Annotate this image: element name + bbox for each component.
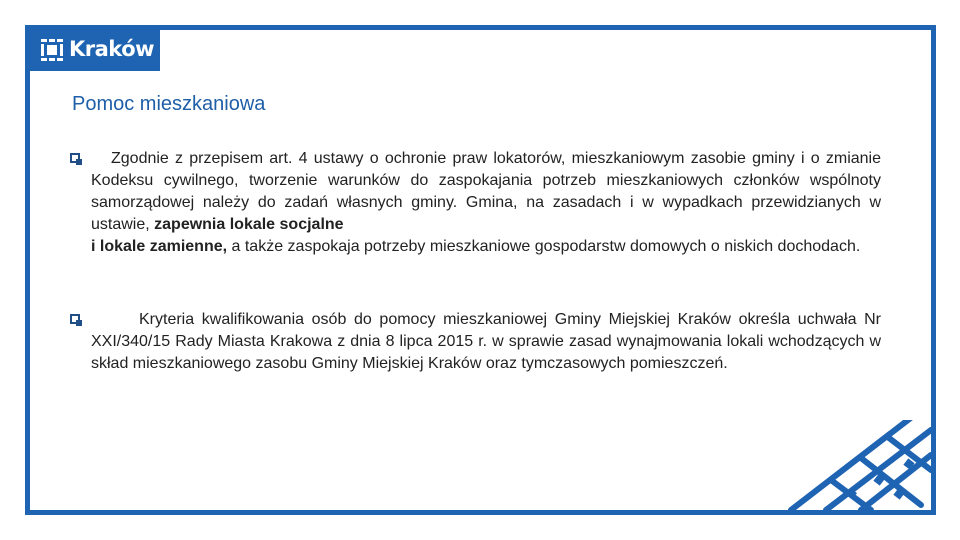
paragraph1-text-a: Zgodnie z przepisem art. 4 ustawy o ochronie praw lokatorów, mieszkaniowym zasobie gminy i o zmianie Kodeksu cywilnego, tworzenie warunków do zaspokajania potrzeb mieszkaniowych członków wspólnoty samorządowej należy do zadań własnych gminy. Gmina, na zasadach i w wypadkach przewidzianych w ustawie, bbox=[91, 150, 881, 233]
page-title: Pomoc mieszkaniowa bbox=[72, 93, 266, 115]
paragraph-criteria bbox=[91, 309, 881, 375]
brand-logo bbox=[25, 27, 160, 71]
checkbox-bullet-icon bbox=[70, 314, 80, 324]
paragraph1-bold-b: i lokale zamienne, bbox=[91, 238, 228, 255]
logo-text: Kraków bbox=[69, 37, 155, 61]
paragraph2-text: Kryteria kwalifikowania osób do pomocy mieszkaniowej Gminy Miejskiej Kraków określa uchwała Nr XXI/340/15 Rady Miasta Krakowa z dnia 8 lipca 2015 r. w sprawie zasad wynajmowania lokali wchodzących w skład mieszkaniowego zasobu Gminy Miejskiej Kraków oraz tymczasowych pomieszczeń. bbox=[91, 311, 881, 372]
paragraph1-text-b: a także zaspokaja potrzeby mieszkaniowe gospodarstw domowych o niskich dochodach. bbox=[227, 238, 861, 255]
paragraph-housing-law bbox=[91, 148, 881, 258]
paragraph1-bold-a: zapewnia lokale socjalne bbox=[154, 216, 344, 233]
checkbox-bullet-icon bbox=[70, 153, 80, 163]
krakow-logo-icon bbox=[41, 39, 63, 61]
city-map-decoration bbox=[771, 420, 931, 510]
